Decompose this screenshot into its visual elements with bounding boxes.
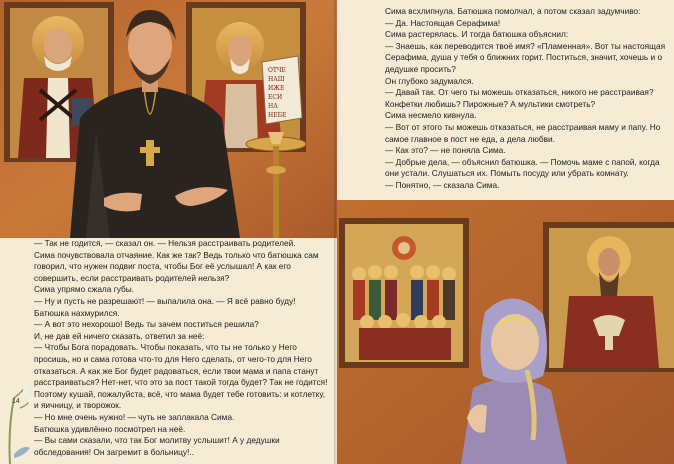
paragraph: Батюшка удивлённо посмотрел на неё. (34, 423, 186, 434)
paragraph: — Вы сами сказали, что так Бог молитву услышит! А у дедушки обследования! Он загремит в больницу!.. (34, 435, 280, 457)
paragraph: — Давай так. От чего ты можешь отказаться, никого не расстраивая? Конфетки любишь? Пирожные? А мультики смотреть? (385, 87, 654, 109)
paragraph: — Но мне очень нужно! — чуть не заплакала Сима. (34, 411, 235, 422)
page-number: 14 (12, 398, 20, 405)
paragraph: — Понятно, — сказала Сима. (385, 179, 500, 190)
left-page-text (34, 238, 330, 458)
snowdrop-flower-decoration (0, 378, 34, 464)
svg-text:НА: НА (268, 103, 278, 110)
paragraph: Сима несмело кивнула. (385, 110, 477, 121)
svg-text:НАШ: НАШ (268, 76, 285, 83)
paragraph: Сима растерялась. И тогда батюшка объяснил: (385, 29, 569, 40)
paragraph: Сима всхлипнула. Батюшка помолчал, а потом сказал задумчиво: (385, 6, 641, 16)
paragraph: — Да. Настоящая Серафима! (385, 17, 501, 28)
paragraph: Он глубоко задумался. (385, 75, 474, 86)
paragraph: — Так не годится, — сказал он. — Нельзя расстраивать родителей. (34, 238, 296, 248)
paragraph: — Знаешь, как переводится твоё имя? «Пламенная». Вот ты настоящая Серафима, душа у тебя о ближних горит. Поститься, значит, хочешь и о дедушке просить? (385, 40, 666, 74)
paragraph: — Вот от этого ты можешь отказаться, не расстраивая маму и папу. Но самое главное в пост не еда, а дела любви. (385, 121, 661, 144)
paragraph: Сима упрямо сжала губы. (34, 284, 134, 295)
paragraph: — Добрые дела, — объяснил батюшка. — Помочь маме с папой, когда они устали. Слушаться их. Помыть посуду или убрать комнату. (385, 156, 660, 179)
paragraph: — Ну и пусть не разрешают! — выпалила она. — Я всё равно буду! (34, 295, 296, 306)
right-page-text (385, 6, 670, 192)
paragraph: — Как это? — не поняла Сима. (385, 145, 506, 156)
svg-text:ОТЧЕ: ОТЧЕ (268, 67, 286, 74)
svg-text:ЕСИ: ЕСИ (268, 94, 283, 101)
svg-text:ИЖЕ: ИЖЕ (268, 85, 285, 92)
right-page (337, 0, 674, 464)
church-illustration (337, 200, 674, 464)
icon-all-saints (339, 218, 469, 368)
book-gutter (334, 0, 340, 464)
icon-saint-with-chalice (543, 222, 674, 372)
paragraph: Батюшка нахмурился. (34, 307, 120, 318)
icon-scroll (262, 56, 302, 124)
paragraph: — А вот это нехорошо! Ведь ты зачем поститься решила? (34, 319, 259, 330)
svg-text:НЕБЕ: НЕБЕ (268, 112, 287, 119)
priest-illustration (0, 0, 337, 238)
paragraph: Сима почувствовала отчаяние. Как же так? Ведь только что батюшка сам говорил, что нужен подвиг поста, чтобы Бог её услышал! А как его совершить, если расстраивать родителей нельзя? (34, 249, 319, 283)
paragraph: И, не дав ей ничего сказать, ответил за неё: (34, 330, 205, 341)
paragraph: — Чтобы Бога порадовать. Чтобы показать, что ты не только у Него просишь, но и сама готова что-то для Него сделать, от чего-то для Него отказаться. А как же Бог будет радоваться, если твои мама и папа станут расстраиваться? Нет-нет, что это за пост такой тогда будет? Так не годится! Поэтому кушай, пожалуйста, всё, что мама будет тебе готовить: и котлетку, и яичницу, и творожок. (34, 342, 328, 411)
